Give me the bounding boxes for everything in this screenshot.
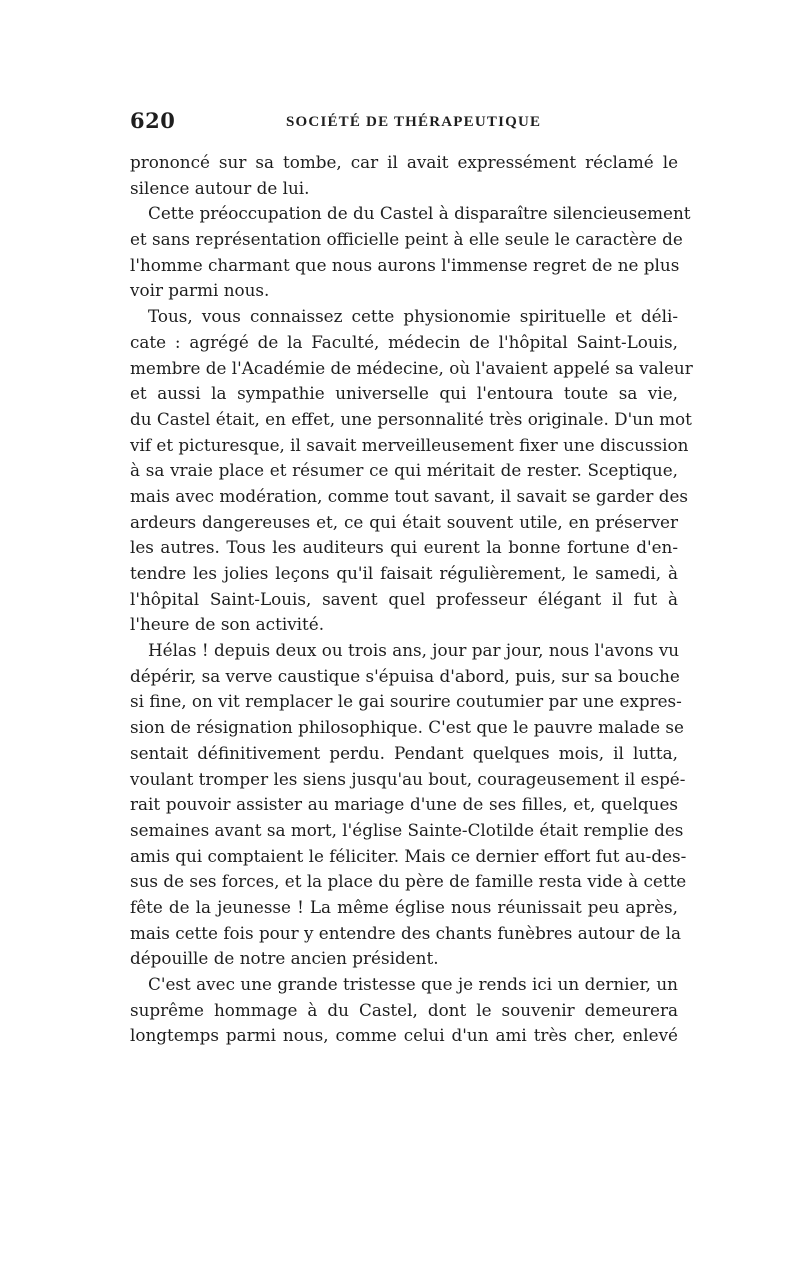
text-line: membre de l'Académie de médecine, où l'avaient appelé sa valeur — [130, 357, 693, 378]
paragraph-first-line: Tous, vous connaissez cette physionomie spirituelle et déli- — [148, 306, 678, 327]
paragraph-first-line: Cette préoccupation de du Castel à disparaître silencieusement — [148, 203, 691, 224]
body-text — [130, 150, 693, 1049]
text-line: du Castel était, en effet, une personnalité très originale. D'un mot — [130, 408, 692, 429]
text-line: l'heure de son activité. — [130, 614, 325, 635]
text-line: prononcé sur sa tombe, car il avait expressément réclamé le — [130, 152, 678, 172]
text-line: vif et picturesque, il savait merveilleusement fixer une discussion — [130, 434, 689, 455]
text-line: sion de résignation philosophique. C'est que le pauvre malade se — [130, 717, 684, 738]
text-line: les autres. Tous les auditeurs qui eurent la bonne fortune d'en- — [130, 537, 678, 558]
text-line: longtemps parmi nous, comme celui d'un ami très cher, enlevé — [130, 1025, 678, 1046]
text-line: amis qui comptaient le féliciter. Mais ce dernier effort fut au-des- — [130, 845, 687, 866]
text-line: l'hôpital Saint-Louis, savent quel professeur élégant il fut à — [130, 588, 678, 609]
text-line: suprême hommage à du Castel, dont le souvenir demeurera — [130, 999, 678, 1020]
text-line: fête de la jeunesse ! La même église nous réunissait peu après, — [130, 896, 678, 917]
text-line: à sa vraie place et résumer ce qui méritait de rester. Sceptique, — [130, 460, 678, 481]
text-line: semaines avant sa mort, l'église Sainte-Clotilde était remplie des — [130, 819, 684, 840]
paragraph-first-line: C'est avec une grande tristesse que je rends ici un dernier, un — [148, 974, 678, 994]
text-line: ardeurs dangereuses et, ce qui était souvent utile, en préserver — [130, 511, 678, 532]
text-line: mais avec modération, comme tout savant, il savait se garder des — [130, 485, 689, 506]
text-line: dépérir, sa verve caustique s'épuisa d'abord, puis, sur sa bouche — [130, 665, 680, 686]
paragraph-first-line: Hélas ! depuis deux ou trois ans, jour par jour, nous l'avons vu — [148, 640, 680, 661]
text-line: et sans représentation officielle peint à elle seule le caractère de — [130, 229, 683, 250]
text-line: rait pouvoir assister au mariage d'une de ses filles, et, quelques — [130, 794, 678, 815]
text-line: cate : agrégé de la Faculté, médecin de l'hôpital Saint-Louis, — [130, 331, 678, 352]
text-line: sentait définitivement perdu. Pendant quelques mois, il lutta, — [130, 742, 678, 763]
text-line: voulant tromper les siens jusqu'au bout, courageusement il espé- — [130, 768, 686, 789]
text-line: dépouille de notre ancien président. — [130, 948, 439, 969]
running-head — [130, 108, 678, 138]
text-line: l'homme charmant que nous aurons l'immense regret de ne plus — [130, 254, 680, 275]
text-line: tendre les jolies leçons qu'il faisait régulièrement, le samedi, à — [130, 563, 678, 583]
text-line: voir parmi nous. — [130, 280, 270, 301]
page-number: 620 — [130, 108, 176, 133]
text-line: si fine, on vit remplacer le gai sourire coutumier par une expres- — [130, 691, 682, 712]
text-line: sus de ses forces, et la place du père de famille resta vide à cette — [130, 871, 687, 892]
text-line: silence autour de lui. — [130, 177, 310, 198]
text-line: et aussi la sympathie universelle qui l'entoura toute sa vie, — [130, 383, 678, 404]
text-line: mais cette fois pour y entendre des chants funèbres autour de la — [130, 922, 681, 943]
journal-title: SOCIÉTÉ DE THÉRAPEUTIQUE — [286, 114, 542, 130]
